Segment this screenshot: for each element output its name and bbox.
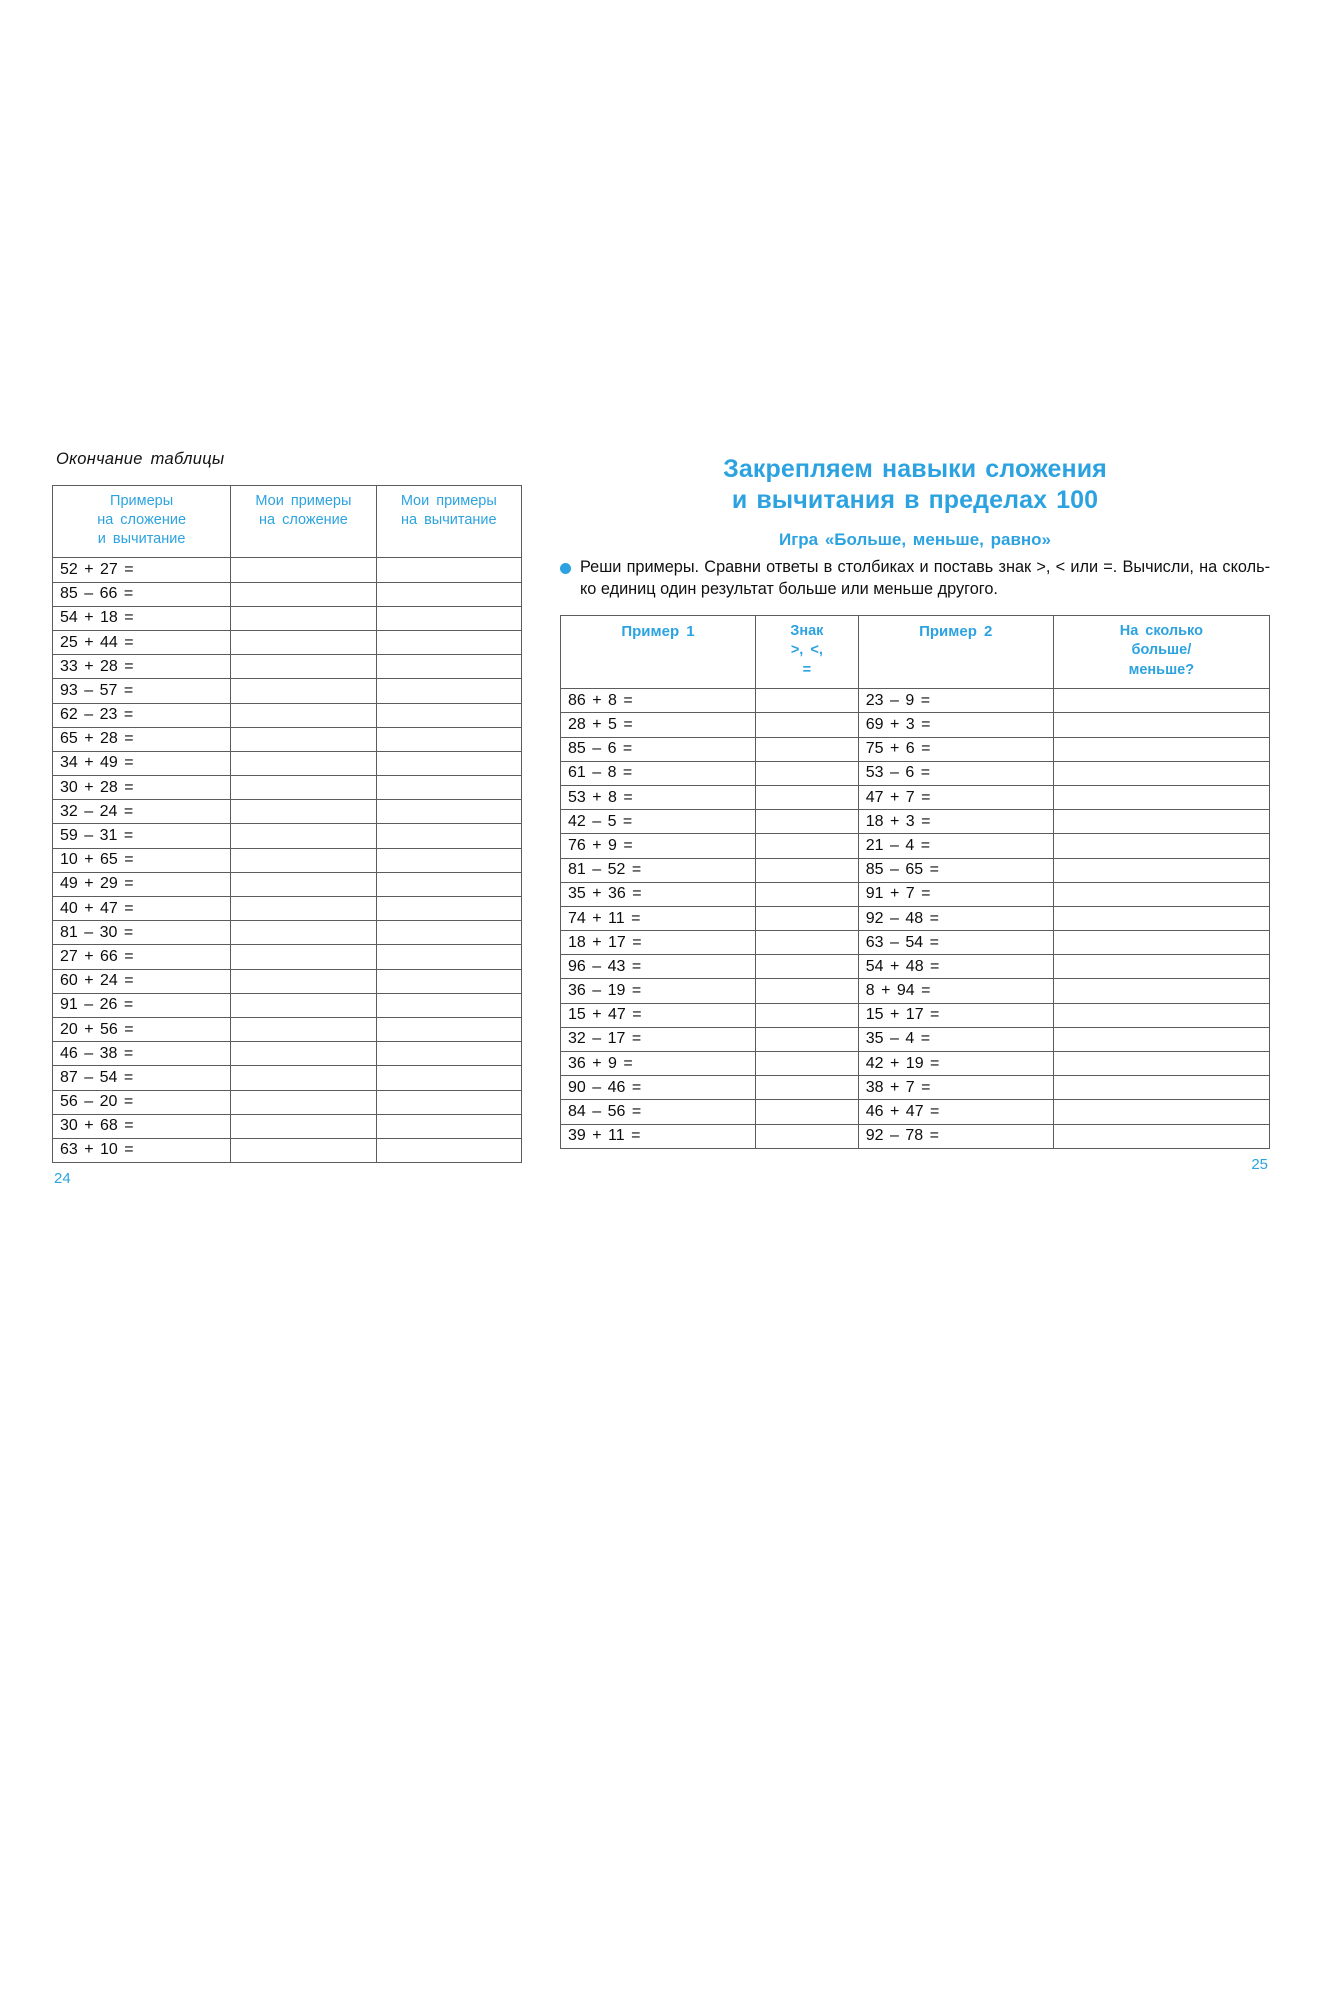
header-line: >, <, [790, 642, 823, 659]
comparison-table-row [561, 713, 1270, 737]
table-row [53, 655, 522, 679]
column-header-example-1 [561, 615, 756, 688]
example-2-cell: 63 – 54 = [858, 931, 1053, 955]
expression-cell: 49 + 29 = [53, 872, 231, 896]
game-subtitle: Игра «Больше, меньше, равно» [778, 530, 1052, 549]
table-row [53, 558, 522, 582]
example-2-cell: 8 + 94 = [858, 979, 1053, 1003]
expression-cell: 34 + 49 = [53, 751, 231, 775]
sign-answer-cell[interactable] [755, 955, 858, 979]
table-row [53, 703, 522, 727]
my-subtraction-answer-cell[interactable] [376, 1114, 521, 1138]
table-row [53, 1138, 522, 1162]
my-subtraction-answer-cell[interactable] [376, 776, 521, 800]
my-addition-answer-cell[interactable] [231, 1066, 376, 1090]
my-addition-answer-cell[interactable] [231, 1138, 376, 1162]
example-1-cell: 84 – 56 = [561, 1100, 756, 1124]
example-2-cell: 92 – 78 = [858, 1124, 1053, 1148]
my-subtraction-answer-cell[interactable] [376, 993, 521, 1017]
header-line: Пример 1 [621, 622, 695, 640]
expression-cell: 85 – 66 = [53, 582, 231, 606]
comparison-table-row [561, 979, 1270, 1003]
expression-cell: 60 + 24 = [53, 969, 231, 993]
table-row [53, 582, 522, 606]
header-line: и вычитание [97, 531, 186, 548]
difference-answer-cell[interactable] [1053, 1052, 1269, 1076]
my-addition-answer-cell[interactable] [231, 921, 376, 945]
my-subtraction-answer-cell[interactable] [376, 703, 521, 727]
table-row [53, 848, 522, 872]
sign-answer-cell[interactable] [755, 1027, 858, 1051]
table-head [53, 486, 522, 558]
expression-cell: 40 + 47 = [53, 897, 231, 921]
comparison-table-body [561, 689, 1270, 1149]
expression-cell: 46 – 38 = [53, 1042, 231, 1066]
example-2-cell: 46 + 47 = [858, 1100, 1053, 1124]
my-addition-answer-cell[interactable] [231, 1114, 376, 1138]
my-addition-answer-cell[interactable] [231, 679, 376, 703]
example-1-cell: 85 – 6 = [561, 737, 756, 761]
table-row [53, 993, 522, 1017]
header-line: Пример 2 [919, 622, 993, 640]
example-2-cell: 53 – 6 = [858, 761, 1053, 785]
column-header-example-2 [858, 615, 1053, 688]
comparison-table-row [561, 882, 1270, 906]
example-1-cell: 36 + 9 = [561, 1052, 756, 1076]
table-row [53, 1114, 522, 1138]
my-subtraction-answer-cell[interactable] [376, 1066, 521, 1090]
example-2-cell: 85 – 65 = [858, 858, 1053, 882]
my-subtraction-answer-cell[interactable] [376, 1138, 521, 1162]
example-1-cell: 36 – 19 = [561, 979, 756, 1003]
table-row [53, 776, 522, 800]
difference-answer-cell[interactable] [1053, 1124, 1269, 1148]
example-1-cell: 42 – 5 = [561, 810, 756, 834]
expression-cell: 52 + 27 = [53, 558, 231, 582]
difference-answer-cell[interactable] [1053, 761, 1269, 785]
my-addition-answer-cell[interactable] [231, 630, 376, 654]
expression-cell: 63 + 10 = [53, 1138, 231, 1162]
page-number-left: 24 [54, 1170, 71, 1188]
right-page [560, 450, 1270, 1173]
my-addition-answer-cell[interactable] [231, 1042, 376, 1066]
expression-cell: 59 – 31 = [53, 824, 231, 848]
comparison-table-row [561, 1052, 1270, 1076]
header-line: = [802, 661, 812, 678]
page-title [560, 454, 1270, 516]
table-row [53, 921, 522, 945]
column-header-difference [1053, 615, 1269, 688]
example-1-cell: 74 + 11 = [561, 906, 756, 930]
example-2-cell: 42 + 19 = [858, 1052, 1053, 1076]
my-subtraction-answer-cell[interactable] [376, 679, 521, 703]
my-addition-answer-cell[interactable] [231, 703, 376, 727]
sign-answer-cell[interactable] [755, 931, 858, 955]
sign-answer-cell[interactable] [755, 1124, 858, 1148]
table-row [53, 1017, 522, 1041]
comparison-table-row [561, 785, 1270, 809]
comparison-table-row [561, 858, 1270, 882]
my-subtraction-answer-cell[interactable] [376, 558, 521, 582]
header-line: Мои примеры [400, 493, 497, 509]
task-instruction [560, 556, 1270, 601]
page-title-line: Закрепляем навыки сложения [723, 455, 1107, 483]
my-addition-answer-cell[interactable] [231, 655, 376, 679]
example-1-cell: 39 + 11 = [561, 1124, 756, 1148]
expression-cell: 93 – 57 = [53, 679, 231, 703]
my-addition-answer-cell[interactable] [231, 582, 376, 606]
example-1-cell: 35 + 36 = [561, 882, 756, 906]
comparison-table-row [561, 834, 1270, 858]
example-2-cell: 75 + 6 = [858, 737, 1053, 761]
my-addition-answer-cell[interactable] [231, 776, 376, 800]
expression-cell: 87 – 54 = [53, 1066, 231, 1090]
comparison-table [560, 615, 1270, 1149]
table-continued-caption: Окончание таблицы [56, 450, 225, 468]
example-2-cell: 92 – 48 = [858, 906, 1053, 930]
my-subtraction-answer-cell[interactable] [376, 945, 521, 969]
difference-answer-cell[interactable] [1053, 737, 1269, 761]
header-line: Знак [790, 622, 824, 639]
table-header-row [53, 486, 522, 558]
my-addition-answer-cell[interactable] [231, 993, 376, 1017]
header-line: Примеры [110, 493, 174, 509]
sign-answer-cell[interactable] [755, 906, 858, 930]
my-addition-answer-cell[interactable] [231, 945, 376, 969]
column-header-sign [755, 615, 858, 688]
column-header-my-subtraction [376, 486, 521, 558]
example-1-cell: 76 + 9 = [561, 834, 756, 858]
sign-answer-cell[interactable] [755, 1100, 858, 1124]
sign-answer-cell[interactable] [755, 1052, 858, 1076]
expression-cell: 33 + 28 = [53, 655, 231, 679]
example-1-cell: 28 + 5 = [561, 713, 756, 737]
example-1-cell: 53 + 8 = [561, 785, 756, 809]
table-row [53, 1090, 522, 1114]
comparison-table-row [561, 737, 1270, 761]
my-subtraction-answer-cell[interactable] [376, 1042, 521, 1066]
difference-answer-cell[interactable] [1053, 1100, 1269, 1124]
header-line: больше/ [1131, 642, 1192, 659]
expression-cell: 54 + 18 = [53, 606, 231, 630]
comparison-table-row [561, 931, 1270, 955]
expression-cell: 62 – 23 = [53, 703, 231, 727]
comparison-table-head [561, 615, 1270, 688]
my-addition-answer-cell[interactable] [231, 824, 376, 848]
my-subtraction-answer-cell[interactable] [376, 606, 521, 630]
my-addition-answer-cell[interactable] [231, 800, 376, 824]
table-row [53, 1066, 522, 1090]
sign-answer-cell[interactable] [755, 858, 858, 882]
addition-subtraction-table [52, 485, 522, 1163]
sign-answer-cell[interactable] [755, 979, 858, 1003]
left-page [52, 450, 522, 1187]
my-subtraction-answer-cell[interactable] [376, 751, 521, 775]
example-1-cell: 61 – 8 = [561, 761, 756, 785]
table-row [53, 800, 522, 824]
difference-answer-cell[interactable] [1053, 689, 1269, 713]
my-subtraction-answer-cell[interactable] [376, 727, 521, 751]
example-2-cell: 91 + 7 = [858, 882, 1053, 906]
my-subtraction-answer-cell[interactable] [376, 824, 521, 848]
comparison-header-row [561, 615, 1270, 688]
header-line: меньше? [1128, 661, 1195, 678]
column-header-examples [53, 486, 231, 558]
example-1-cell: 90 – 46 = [561, 1076, 756, 1100]
expression-cell: 56 – 20 = [53, 1090, 231, 1114]
sign-answer-cell[interactable] [755, 1003, 858, 1027]
sign-answer-cell[interactable] [755, 737, 858, 761]
my-subtraction-answer-cell[interactable] [376, 582, 521, 606]
my-addition-answer-cell[interactable] [231, 897, 376, 921]
my-addition-answer-cell[interactable] [231, 848, 376, 872]
table-row [53, 969, 522, 993]
expression-cell: 30 + 28 = [53, 776, 231, 800]
my-addition-answer-cell[interactable] [231, 751, 376, 775]
expression-cell: 25 + 44 = [53, 630, 231, 654]
sign-answer-cell[interactable] [755, 1076, 858, 1100]
difference-answer-cell[interactable] [1053, 1027, 1269, 1051]
expression-cell: 32 – 24 = [53, 800, 231, 824]
table-row [53, 606, 522, 630]
my-addition-answer-cell[interactable] [231, 606, 376, 630]
header-line: На сколько [1119, 622, 1203, 639]
sign-answer-cell[interactable] [755, 713, 858, 737]
difference-answer-cell[interactable] [1053, 713, 1269, 737]
expression-cell: 81 – 30 = [53, 921, 231, 945]
my-subtraction-answer-cell[interactable] [376, 872, 521, 896]
my-subtraction-answer-cell[interactable] [376, 630, 521, 654]
expression-cell: 65 + 28 = [53, 727, 231, 751]
my-addition-answer-cell[interactable] [231, 1017, 376, 1041]
example-1-cell: 32 – 17 = [561, 1027, 756, 1051]
difference-answer-cell[interactable] [1053, 834, 1269, 858]
comparison-table-row [561, 689, 1270, 713]
page-title-line: и вычитания в пределах 100 [731, 486, 1099, 514]
example-2-cell: 15 + 17 = [858, 1003, 1053, 1027]
table-row [53, 897, 522, 921]
my-subtraction-answer-cell[interactable] [376, 1017, 521, 1041]
header-line: на вычитание [401, 512, 497, 529]
comparison-table-row [561, 810, 1270, 834]
table-row [53, 824, 522, 848]
difference-answer-cell[interactable] [1053, 1003, 1269, 1027]
header-line: на сложение [259, 512, 348, 529]
expression-cell: 10 + 65 = [53, 848, 231, 872]
example-1-cell: 81 – 52 = [561, 858, 756, 882]
comparison-table-row [561, 955, 1270, 979]
page-number-right: 25 [1251, 1155, 1268, 1173]
table-row [53, 630, 522, 654]
sign-answer-cell[interactable] [755, 689, 858, 713]
difference-answer-cell[interactable] [1053, 931, 1269, 955]
example-2-cell: 47 + 7 = [858, 785, 1053, 809]
table-row [53, 727, 522, 751]
difference-answer-cell[interactable] [1053, 785, 1269, 809]
example-2-cell: 38 + 7 = [858, 1076, 1053, 1100]
example-2-cell: 21 – 4 = [858, 834, 1053, 858]
difference-answer-cell[interactable] [1053, 810, 1269, 834]
sign-answer-cell[interactable] [755, 810, 858, 834]
my-subtraction-answer-cell[interactable] [376, 848, 521, 872]
table-row [53, 751, 522, 775]
comparison-table-row [561, 1100, 1270, 1124]
sign-answer-cell[interactable] [755, 785, 858, 809]
sign-answer-cell[interactable] [755, 882, 858, 906]
column-header-my-addition [231, 486, 376, 558]
table-row [53, 945, 522, 969]
comparison-table-row [561, 1076, 1270, 1100]
difference-answer-cell[interactable] [1053, 1076, 1269, 1100]
example-1-cell: 86 + 8 = [561, 689, 756, 713]
table-row [53, 1042, 522, 1066]
example-2-cell: 35 – 4 = [858, 1027, 1053, 1051]
comparison-table-row [561, 1027, 1270, 1051]
my-addition-answer-cell[interactable] [231, 969, 376, 993]
header-line: Мои примеры [255, 493, 352, 509]
example-2-cell: 54 + 48 = [858, 955, 1053, 979]
example-2-cell: 23 – 9 = [858, 689, 1053, 713]
difference-answer-cell[interactable] [1053, 906, 1269, 930]
difference-answer-cell[interactable] [1053, 882, 1269, 906]
my-addition-answer-cell[interactable] [231, 558, 376, 582]
expression-cell: 91 – 26 = [53, 993, 231, 1017]
expression-cell: 27 + 66 = [53, 945, 231, 969]
my-addition-answer-cell[interactable] [231, 1090, 376, 1114]
sign-answer-cell[interactable] [755, 761, 858, 785]
expression-cell: 30 + 68 = [53, 1114, 231, 1138]
example-1-cell: 18 + 17 = [561, 931, 756, 955]
example-2-cell: 18 + 3 = [858, 810, 1053, 834]
example-1-cell: 15 + 47 = [561, 1003, 756, 1027]
difference-answer-cell[interactable] [1053, 955, 1269, 979]
my-addition-answer-cell[interactable] [231, 727, 376, 751]
my-subtraction-answer-cell[interactable] [376, 655, 521, 679]
difference-answer-cell[interactable] [1053, 858, 1269, 882]
my-subtraction-answer-cell[interactable] [376, 800, 521, 824]
my-subtraction-answer-cell[interactable] [376, 897, 521, 921]
table-row [53, 872, 522, 896]
comparison-table-row [561, 1003, 1270, 1027]
table-row [53, 679, 522, 703]
bullet-icon [560, 563, 571, 574]
comparison-table-row [561, 1124, 1270, 1148]
expression-cell: 20 + 56 = [53, 1017, 231, 1041]
example-1-cell: 96 – 43 = [561, 955, 756, 979]
header-line: на сложение [97, 512, 187, 529]
task-instruction-text: Реши примеры. Сравни ответы в столбиках и поставь знак >, < или =. Вычисли, на сколько единиц один результат больше или меньше другого. [580, 558, 1270, 599]
my-subtraction-answer-cell[interactable] [376, 921, 521, 945]
comparison-table-row [561, 906, 1270, 930]
table-body [53, 558, 522, 1163]
my-addition-answer-cell[interactable] [231, 872, 376, 896]
my-subtraction-answer-cell[interactable] [376, 1090, 521, 1114]
my-subtraction-answer-cell[interactable] [376, 969, 521, 993]
comparison-table-row [561, 761, 1270, 785]
example-2-cell: 69 + 3 = [858, 713, 1053, 737]
difference-answer-cell[interactable] [1053, 979, 1269, 1003]
sign-answer-cell[interactable] [755, 834, 858, 858]
